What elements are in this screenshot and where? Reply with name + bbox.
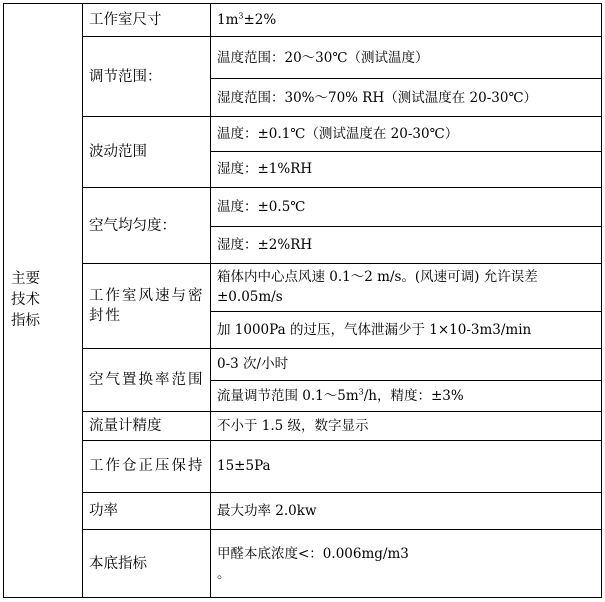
param-label: 波动范围: [83, 117, 211, 188]
table-row: [4, 349, 602, 380]
spec-table: [3, 3, 602, 598]
value-cell: 温度范围：20～30℃（测试温度）: [211, 37, 602, 79]
value-cell: 温度：±0.1℃（测试温度在 20-30℃）: [211, 117, 602, 151]
value-cell: 温度：±0.5℃: [211, 188, 602, 226]
table-row: [4, 440, 602, 492]
table-row: [4, 264, 602, 312]
param-label: 调节范围：: [83, 37, 211, 117]
value-cell: 箱体内中心点风速 0.1～2 m/s。(风速可调) 允许误差±0.05m/s: [211, 264, 602, 312]
table-row: [4, 492, 602, 529]
param-label: 工作室尺寸: [83, 4, 211, 37]
category-line: 指标: [11, 313, 40, 329]
param-label: 空气均匀度：: [83, 188, 211, 264]
table-row: [4, 411, 602, 440]
table-row: [4, 4, 602, 37]
category-cell: [4, 4, 83, 598]
category-line: 技术: [11, 292, 40, 308]
table-row: [4, 188, 602, 226]
param-label: 本底指标: [83, 530, 211, 598]
table-row: [4, 117, 602, 151]
value-cell: 加 1000Pa 的过压，气体泄漏少于 1×10-3m3/min: [211, 311, 602, 348]
value-cell: 流量调节范围 $0.1\sim 5m^3/h$，精度：±3%: [211, 380, 602, 411]
param-label: 功率: [83, 492, 211, 529]
value-cell: 甲醛本底浓度<：0.006mg/m3 。: [211, 530, 602, 598]
value-cell: 15±5Pa: [211, 440, 602, 492]
param-label: 工作室风速与密封性: [83, 264, 211, 349]
category-line: 主要: [11, 271, 40, 287]
param-label: 空气置换率范围: [83, 349, 211, 411]
value-cell: 湿度范围：30%～70% RH（测试温度在 20-30℃）: [211, 78, 602, 116]
param-label: 流量计精度: [83, 411, 211, 440]
value-cell: $1m^3\pm 2\%$: [211, 4, 602, 37]
value-cell: 最大功率 2.0kw: [211, 492, 602, 529]
table-row: [4, 530, 602, 598]
value-cell: 不小于 1.5 级，数字显示: [211, 411, 602, 440]
value-cell: 湿度：±1%RH: [211, 151, 602, 187]
value-cell: 0-3 次/小时: [211, 349, 602, 380]
table-row: [4, 37, 602, 79]
param-label: 工作仓正压保持: [83, 440, 211, 492]
value-cell: 湿度：±2%RH: [211, 226, 602, 263]
